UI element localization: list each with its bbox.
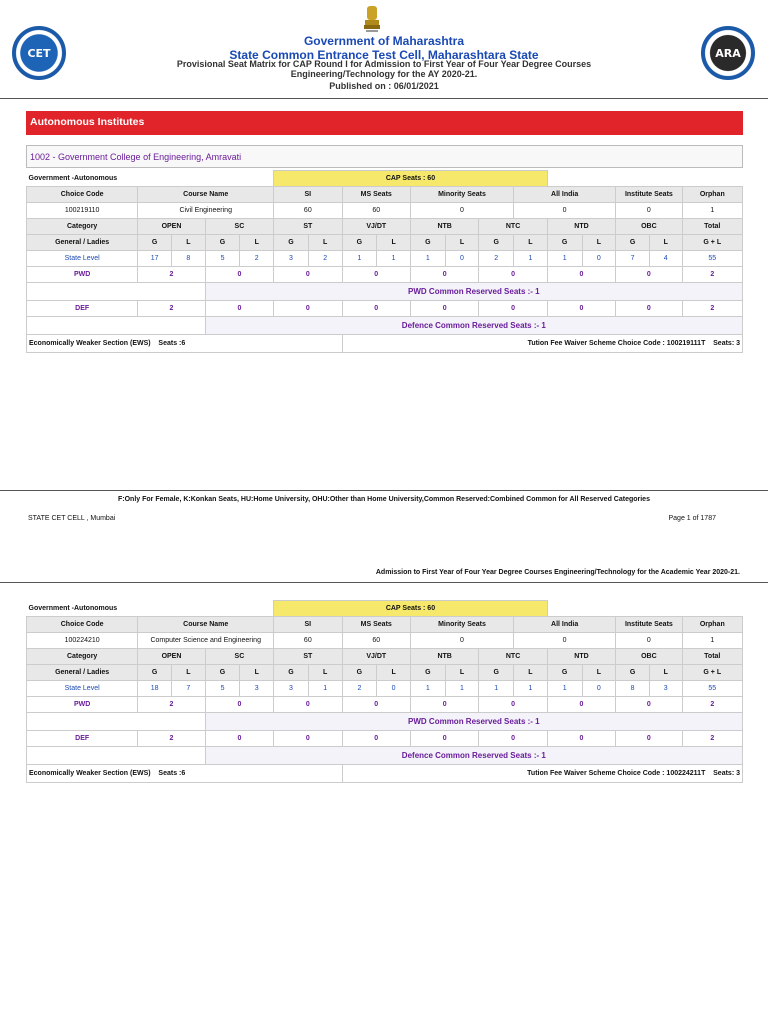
ews-seats: Seats :6: [158, 770, 186, 777]
pwd-cell: 0: [547, 697, 615, 713]
label-g: G: [138, 665, 172, 681]
institute-type: Government -Autonomous: [28, 604, 118, 612]
seat-matrix-table: [26, 600, 743, 783]
label-l: L: [171, 665, 205, 681]
info-header-row: [27, 187, 743, 203]
label-category: Category: [27, 649, 138, 665]
pwd-row: [27, 267, 743, 283]
def-cell: 0: [410, 731, 478, 747]
state-level-cell: 1: [342, 251, 377, 267]
def-cell: 0: [410, 301, 478, 317]
label-l: L: [514, 665, 548, 681]
label-l: L: [582, 235, 616, 251]
info-value-row: [27, 203, 743, 219]
label-l: L: [445, 665, 479, 681]
cap-seats: CAP Seats : 60: [274, 171, 548, 187]
ms-seats: 60: [342, 633, 410, 649]
label-g: G: [342, 235, 377, 251]
label-l: L: [649, 665, 682, 681]
tfws-info: [342, 335, 742, 353]
state-level-cell: 0: [582, 681, 616, 697]
pwd-cell: 0: [547, 267, 615, 283]
label-state-level: State Level: [27, 681, 138, 697]
label-g: G: [547, 235, 582, 251]
state-level-cell: 1: [377, 251, 411, 267]
course-name: Civil Engineering: [138, 203, 274, 219]
institute-title: 1002 - Government College of Engineering, Amravati: [26, 145, 743, 168]
state-level-cell: 1: [514, 251, 548, 267]
def-common-row: [27, 747, 743, 765]
divider: [0, 582, 768, 583]
label-ntc: NTC: [479, 649, 547, 665]
page-number: Page 1 of 1787: [668, 515, 716, 522]
label-choice-code: Choice Code: [27, 617, 138, 633]
state-level-row: [27, 681, 743, 697]
pwd-cell: 0: [274, 267, 342, 283]
label-gl: G + L: [682, 235, 742, 251]
def-cell: 0: [547, 301, 615, 317]
state-level-cell: 0: [582, 251, 616, 267]
label-g: G: [205, 235, 240, 251]
page-header: [0, 0, 768, 98]
label-ews: Economically Weaker Section (EWS): [29, 770, 151, 777]
label-g: G: [410, 665, 445, 681]
si: 60: [274, 633, 342, 649]
gender-row: [27, 665, 743, 681]
pwd-cell: 0: [274, 697, 342, 713]
def-cell: 0: [342, 301, 410, 317]
pwd-common-reserved: PWD Common Reserved Seats :- 1: [205, 283, 742, 301]
ms-seats: 60: [342, 203, 410, 219]
pwd-cell: 2: [138, 267, 205, 283]
label-g: G: [616, 235, 650, 251]
def-cell: 2: [138, 301, 205, 317]
label-state-level: State Level: [27, 251, 138, 267]
label-l: L: [240, 665, 274, 681]
label-g: G: [274, 235, 309, 251]
footer-org: STATE CET CELL , Mumbai: [28, 515, 116, 522]
pwd-cell: 0: [410, 267, 478, 283]
tfws-info: [342, 765, 742, 783]
state-level-cell: 1: [514, 681, 548, 697]
def-cell: 2: [138, 731, 205, 747]
pwd-cell: 2: [138, 697, 205, 713]
tfws-seats: Seats: 3: [713, 770, 740, 777]
label-sc: SC: [205, 649, 273, 665]
label-open: OPEN: [138, 219, 205, 235]
label-l: L: [308, 665, 342, 681]
section-banner: Autonomous Institutes: [26, 111, 743, 135]
label-l: L: [377, 665, 411, 681]
orphan: 1: [682, 633, 742, 649]
published-date: Published on : 06/01/2021: [329, 81, 439, 91]
pwd-cell: 0: [616, 267, 682, 283]
label-minority-seats: Minority Seats: [410, 187, 513, 203]
state-level-cell: 2: [308, 251, 342, 267]
national-emblem-icon: [361, 4, 383, 34]
divider: [0, 98, 768, 99]
pwd-cell: 2: [682, 697, 742, 713]
seat-matrix-2: [26, 600, 743, 783]
state-level-cell: 1: [410, 251, 445, 267]
state-level-cell: 1: [547, 681, 582, 697]
label-g: G: [479, 665, 514, 681]
state-level-cell: 2: [342, 681, 377, 697]
page-description: Provisional Seat Matrix for CAP Round I for Admission to First Year of Four Year Degree Courses Engineering/Technology for the AY 2020-21.: [176, 59, 592, 79]
label-choice-code: Choice Code: [27, 187, 138, 203]
pwd-cell: 0: [479, 697, 547, 713]
label-l: L: [445, 235, 479, 251]
label-vjdt: VJ/DT: [342, 649, 410, 665]
label-obc: OBC: [616, 649, 682, 665]
def-cell: 2: [682, 301, 742, 317]
cap-seats: CAP Seats : 60: [274, 601, 548, 617]
header-row-top: [27, 601, 743, 617]
defence-common-reserved: Defence Common Reserved Seats :- 1: [205, 747, 742, 765]
ews-info: [27, 335, 343, 353]
minority-seats: 0: [410, 203, 513, 219]
footnote: F:Only For Female, K:Konkan Seats, HU:Home University, OHU:Other than Home University,Common Reserved:Combined Common for All Reserved Categories: [118, 496, 650, 503]
label-g: G: [616, 665, 650, 681]
pwd-common-row: [27, 713, 743, 731]
label-def: DEF: [27, 731, 138, 747]
def-cell: 0: [342, 731, 410, 747]
label-st: ST: [274, 219, 342, 235]
institute-seats: 0: [616, 203, 682, 219]
admission-heading: Admission to First Year of Four Year Degree Courses Engineering/Technology for the Academic Year 2020-21.: [375, 569, 740, 576]
label-minority-seats: Minority Seats: [410, 617, 513, 633]
pwd-common-row: [27, 283, 743, 301]
ews-info: [27, 765, 343, 783]
label-g: G: [138, 235, 172, 251]
state-level-cell: 7: [616, 251, 650, 267]
state-level-cell: 1: [479, 681, 514, 697]
label-g: G: [410, 235, 445, 251]
choice-code: 100224210: [27, 633, 138, 649]
label-sc: SC: [205, 219, 273, 235]
state-level-cell: 18: [138, 681, 172, 697]
label-ms-seats: MS Seats: [342, 187, 410, 203]
label-l: L: [308, 235, 342, 251]
state-level-cell: 55: [682, 251, 742, 267]
def-cell: 0: [205, 301, 273, 317]
seat-matrix-table: [26, 170, 743, 353]
label-orphan: Orphan: [682, 617, 742, 633]
label-gl: G + L: [682, 665, 742, 681]
state-level-cell: 3: [274, 681, 309, 697]
all-india: 0: [514, 633, 616, 649]
label-l: L: [240, 235, 274, 251]
label-orphan: Orphan: [682, 187, 742, 203]
def-cell: 0: [547, 731, 615, 747]
state-level-cell: 0: [445, 251, 479, 267]
divider: [0, 490, 768, 491]
defence-common-reserved: Defence Common Reserved Seats :- 1: [205, 317, 742, 335]
def-cell: 0: [479, 731, 547, 747]
label-si: SI: [274, 617, 342, 633]
pwd-row: [27, 697, 743, 713]
state-level-cell: 55: [682, 681, 742, 697]
pwd-cell: 0: [479, 267, 547, 283]
label-g: G: [274, 665, 309, 681]
choice-code: 100219110: [27, 203, 138, 219]
label-total: Total: [682, 649, 742, 665]
ews-row: [27, 765, 743, 783]
def-row: [27, 301, 743, 317]
info-header-row: [27, 617, 743, 633]
label-st: ST: [274, 649, 342, 665]
state-level-cell: 1: [445, 681, 479, 697]
label-ntb: NTB: [410, 219, 478, 235]
state-level-cell: 2: [479, 251, 514, 267]
tfws: Tution Fee Waiver Scheme Choice Code : 100224211T: [527, 770, 706, 777]
ara-logo: ARA: [701, 26, 755, 80]
label-open: OPEN: [138, 649, 205, 665]
def-cell: 0: [616, 731, 682, 747]
state-level-cell: 4: [649, 251, 682, 267]
state-level-cell: 7: [171, 681, 205, 697]
label-total: Total: [682, 219, 742, 235]
state-level-cell: 17: [138, 251, 172, 267]
label-ntb: NTB: [410, 649, 478, 665]
label-course-name: Course Name: [138, 187, 274, 203]
def-cell: 0: [616, 301, 682, 317]
tfws-seats: Seats: 3: [713, 340, 740, 347]
def-cell: 0: [479, 301, 547, 317]
label-l: L: [377, 235, 411, 251]
label-pwd: PWD: [27, 697, 138, 713]
minority-seats: 0: [410, 633, 513, 649]
label-l: L: [582, 665, 616, 681]
state-level-cell: 5: [205, 681, 240, 697]
seat-matrix-1: [26, 170, 743, 353]
state-level-cell: 2: [240, 251, 274, 267]
label-vjdt: VJ/DT: [342, 219, 410, 235]
label-def: DEF: [27, 301, 138, 317]
state-level-row: [27, 251, 743, 267]
label-all-india: All India: [514, 617, 616, 633]
state-level-cell: 3: [649, 681, 682, 697]
def-cell: 2: [682, 731, 742, 747]
def-cell: 0: [274, 301, 342, 317]
label-l: L: [171, 235, 205, 251]
tfws: Tution Fee Waiver Scheme Choice Code : 100219111T: [527, 340, 706, 347]
pwd-cell: 0: [410, 697, 478, 713]
state-level-cell: 3: [240, 681, 274, 697]
pwd-cell: 0: [342, 267, 410, 283]
label-si: SI: [274, 187, 342, 203]
category-row: [27, 649, 743, 665]
pwd-cell: 0: [205, 697, 273, 713]
label-category: Category: [27, 219, 138, 235]
state-level-cell: 5: [205, 251, 240, 267]
label-institute-seats: Institute Seats: [616, 187, 682, 203]
label-ntc: NTC: [479, 219, 547, 235]
state-level-cell: 8: [616, 681, 650, 697]
label-general-ladies: General / Ladies: [27, 665, 138, 681]
ews-row: [27, 335, 743, 353]
def-cell: 0: [274, 731, 342, 747]
def-row: [27, 731, 743, 747]
orphan: 1: [682, 203, 742, 219]
ews-seats: Seats :6: [158, 340, 186, 347]
label-all-india: All India: [514, 187, 616, 203]
label-institute-seats: Institute Seats: [616, 617, 682, 633]
label-ews: Economically Weaker Section (EWS): [29, 340, 151, 347]
def-cell: 0: [205, 731, 273, 747]
page-title: Government of Maharashtra: [303, 34, 465, 48]
label-g: G: [479, 235, 514, 251]
course-name: Computer Science and Engineering: [138, 633, 274, 649]
state-level-cell: 3: [274, 251, 309, 267]
header-row-top: [27, 171, 743, 187]
label-course-name: Course Name: [138, 617, 274, 633]
gender-row: [27, 235, 743, 251]
state-level-cell: 0: [377, 681, 411, 697]
state-level-cell: 1: [308, 681, 342, 697]
info-value-row: [27, 633, 743, 649]
label-g: G: [205, 665, 240, 681]
label-pwd: PWD: [27, 267, 138, 283]
label-ms-seats: MS Seats: [342, 617, 410, 633]
label-g: G: [547, 665, 582, 681]
pwd-cell: 0: [616, 697, 682, 713]
institute-seats: 0: [616, 633, 682, 649]
label-ntd: NTD: [547, 649, 615, 665]
label-general-ladies: General / Ladies: [27, 235, 138, 251]
cet-logo: CET: [12, 26, 66, 80]
all-india: 0: [514, 203, 616, 219]
label-ntd: NTD: [547, 219, 615, 235]
pwd-cell: 2: [682, 267, 742, 283]
label-l: L: [649, 235, 682, 251]
pwd-cell: 0: [342, 697, 410, 713]
institute-type: Government -Autonomous: [28, 174, 118, 182]
page-subtitle: State Common Entrance Test Cell, Maharashtara State: [229, 48, 539, 62]
state-level-cell: 8: [171, 251, 205, 267]
state-level-cell: 1: [410, 681, 445, 697]
si: 60: [274, 203, 342, 219]
pwd-cell: 0: [205, 267, 273, 283]
label-l: L: [514, 235, 548, 251]
state-level-cell: 1: [547, 251, 582, 267]
category-row: [27, 219, 743, 235]
label-g: G: [342, 665, 377, 681]
def-common-row: [27, 317, 743, 335]
pwd-common-reserved: PWD Common Reserved Seats :- 1: [205, 713, 742, 731]
label-obc: OBC: [616, 219, 682, 235]
